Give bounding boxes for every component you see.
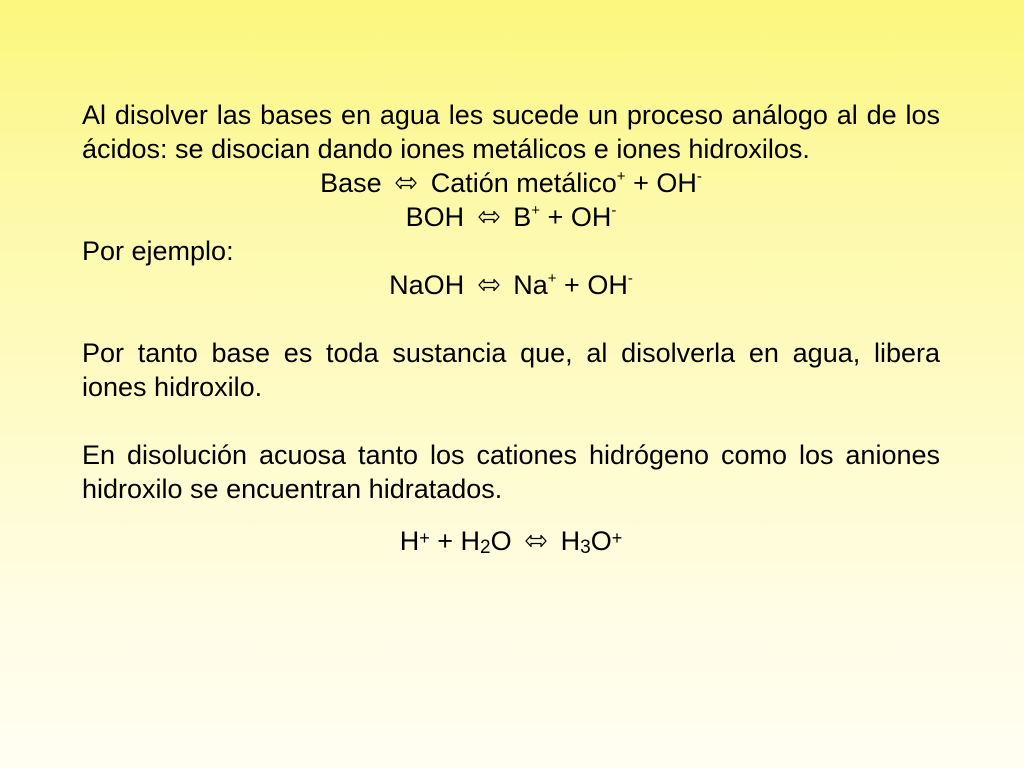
eq2-left: BOH (405, 202, 465, 232)
double-arrow-icon (472, 268, 506, 302)
eq3-anion-charge: - (627, 270, 633, 287)
eq4-water-o: O (490, 526, 512, 556)
definition-paragraph: Por tanto base es toda sustancia que, al disolverla en agua, libera iones hidroxilo. (82, 338, 940, 402)
eq3-left: NaOH (389, 270, 465, 300)
eq1-anion: OH (656, 168, 697, 198)
eq4-plus: + (437, 526, 454, 556)
eq4-prod-charge: + (611, 528, 623, 548)
equation-naoh (82, 268, 940, 302)
equation-hydronium (82, 524, 940, 558)
eq3-cation: Na (513, 270, 548, 300)
eq4-prod-sub: 3 (580, 537, 591, 558)
example-label: Por ejemplo: (82, 236, 234, 266)
eq1-left: Base (320, 168, 382, 198)
equation-boh (82, 200, 940, 234)
double-arrow-icon (472, 200, 506, 234)
eq1-plus: + (633, 168, 649, 198)
eq1-cation: Catión metálico (430, 168, 617, 198)
eq1-anion-charge: - (696, 168, 702, 185)
eq2-anion: OH (570, 202, 612, 232)
hydration-paragraph: En disolución acuosa tanto los cationes hidrógeno como los aniones hidroxilo se encuentran hidratados. (82, 440, 940, 504)
spacer (82, 404, 940, 438)
eq2-cation-charge: + (531, 202, 540, 219)
eq4-prod-h: H (560, 526, 581, 556)
eq4-water-sub: 2 (480, 537, 491, 558)
eq2-plus: + (547, 202, 564, 232)
eq3-anion: OH (587, 270, 628, 300)
eq4-prod-o: O (590, 526, 612, 556)
eq4-h-charge: + (419, 528, 430, 548)
eq2-anion-charge: - (611, 202, 617, 219)
eq4-h: H (399, 526, 420, 556)
eq1-cation-charge: + (616, 168, 626, 185)
eq3-cation-charge: + (547, 270, 557, 287)
eq3-plus: + (564, 270, 580, 300)
equation-general-base (82, 166, 940, 200)
double-arrow-icon (519, 524, 553, 558)
slide-content (82, 98, 940, 558)
intro-paragraph: Al disolver las bases en agua les sucede un proceso análogo al de los ácidos: se disocian dando iones metálicos e iones hidroxilos. (82, 100, 940, 164)
eq4-water-h: H (460, 526, 481, 556)
double-arrow-icon (389, 166, 423, 200)
eq2-cation: B (513, 202, 532, 232)
spacer (82, 302, 940, 336)
